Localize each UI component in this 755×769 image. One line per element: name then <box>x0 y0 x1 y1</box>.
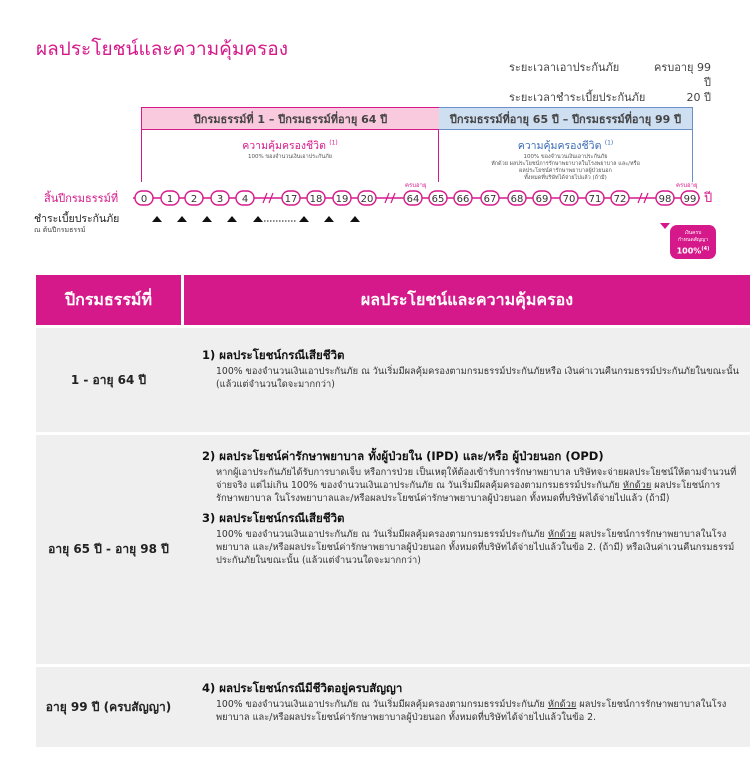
timeline-tick-label: 70 <box>562 194 576 205</box>
timeline-tick-label: 1 <box>166 194 174 205</box>
timeline-tick-label: 19 <box>335 194 349 205</box>
timeline-tick-label: 65 <box>431 194 445 205</box>
benefit-text-deduct: หักด้วย <box>547 699 577 710</box>
benefit-text-deduct: หักด้วย <box>547 529 577 540</box>
maturity-payout-badge <box>670 225 716 259</box>
benefit-item <box>202 511 740 567</box>
benefit-title: 2) ผลประโยชน์ค่ารักษาพยาบาล ทั้งผู้ป่วยใน (IPD) และ/หรือ ผู้ป่วยนอก (OPD) <box>202 449 604 463</box>
benefit-text-deduct: หักด้วย <box>622 480 652 491</box>
timeline-tick-label: 72 <box>613 194 627 205</box>
payment-marker-icon <box>152 216 162 222</box>
timeline-tick-label: 98 <box>658 194 672 205</box>
timeline-tick-label: 71 <box>588 194 602 205</box>
maturity-label-64: ครบอายุ <box>405 182 427 189</box>
benefit-text-a: 100% ของจำนวนเงินเอาประกันภัย ณ วันเริ่มมีผลคุ้มครองตามกรมธรรม์ประกันภัย <box>216 529 545 540</box>
premium-period-value: 20 ปี <box>686 91 711 104</box>
timeline-ticks <box>135 191 699 205</box>
badge-pct-value: 100% <box>676 246 702 256</box>
period2-coverage <box>439 130 693 182</box>
timeline-tick-label: 20 <box>360 194 374 205</box>
table-row <box>36 435 750 664</box>
badge-note-mark: (4) <box>701 246 710 252</box>
benefit-title: 3) ผลประโยชน์กรณีเสียชีวิต <box>202 511 345 525</box>
period2-desc-line: 100% ของจำนวนเงินเอาประกันภัย <box>523 154 608 160</box>
period2-title-text: ความคุ้มครองชีวิต <box>517 140 602 152</box>
coverage-period-label: ระยะเวลาเอาประกันภัย <box>509 61 620 74</box>
benefit-text-b: ผลประโยชน์การรักษาพยาบาลในโรงพยาบาล และ/หรือผลประโยชน์ค่ารักษาพยาบาลผู้ป่วยนอก ทั้งหมดที่บริษัทได้จ่ายไปแล้วในข้อ 2. (ถ้ามี) หรือเงินค่าเวนคืนกรมธรรม์ประกันภัยในขณะนั้น (แล้วแต่จำนวนใดจะมากกว่า) <box>216 529 735 566</box>
period1-coverage-title <box>142 137 438 154</box>
timeline-tick-label: 69 <box>535 194 549 205</box>
period2-desc-line: ทั้งหมดที่บริษัทได้จ่ายไปแล้ว (ถ้ามี) <box>524 175 607 181</box>
row-benefits <box>184 328 750 432</box>
timeline-tick-label: 67 <box>483 194 497 205</box>
row-benefits <box>184 667 750 747</box>
table-header <box>36 275 750 325</box>
benefit-item <box>202 681 740 724</box>
benefit-item <box>202 449 740 505</box>
payment-marker-icon <box>324 216 334 222</box>
axis-unit: ปี <box>704 191 713 206</box>
payment-sub-label: ณ ต้นปีกรมธรรม์ <box>34 226 86 234</box>
period2-desc-line: ผลประโยชน์ค่ารักษาพยาบาลผู้ป่วยนอก <box>519 168 612 174</box>
benefit-title: 4) ผลประโยชน์กรณีมีชีวิตอยู่ครบสัญญา <box>202 681 403 695</box>
timeline-tick-label: 99 <box>683 194 697 205</box>
timeline-tick-label: 18 <box>309 194 323 205</box>
benefit-text-b: ผลประโยชน์การรักษาพยาบาลในโรงพยาบาล และ/หรือผลประโยชน์ค่ารักษาพยาบาลผู้ป่วยนอก ทั้งหมดที่บริษัทได้จ่ายไปแล้วในข้อ 2. <box>216 699 727 723</box>
period1-title-text: ความคุ้มครองชีวิต <box>242 140 326 152</box>
payment-marker-icon <box>350 216 360 222</box>
benefit-text-b: ผลประโยชน์การรักษาพยาบาล ในโรงพยาบาลและ/หรือผลประโยชน์ค่ารักษาพยาบาลผู้ป่วยนอก ทั้งหมดที่บริษัทได้จ่ายไปแล้ว (ถ้ามี) <box>216 480 721 504</box>
period2-desc-line: หักด้วย ผลประโยชน์การรักษาพยาบาลในโรงพยาบาล และ/หรือ <box>491 161 640 167</box>
table-row <box>36 667 750 747</box>
table-row <box>36 328 750 432</box>
badge-line: กำหนดสัญญา <box>677 237 709 243</box>
header-policy-year: ปีกรมธรรม์ที่ <box>36 275 181 325</box>
benefit-text-a: หากผู้เอาประกันภัยได้รับการบาดเจ็บ หรือการป่วย เป็นเหตุให้ต้องเข้ารับการรักษาพยาบาล บริษัทจะจ่ายผลประโยชน์ให้ตามจำนวนที่จ่ายจริง แต่ไม่เกิน 100% ของจำนวนเงินเอาประกันภัย ณ วันเริ่มมีผลคุ้มครองตามกรมธรรม์ประกันภัย <box>216 467 737 491</box>
benefit-text <box>202 698 740 724</box>
badge-line: เงินครบ <box>684 230 702 236</box>
maturity-label-99: ครบอายุ <box>676 182 698 189</box>
row-period-line: (ครบสัญญา) <box>103 699 172 714</box>
benefit-text <box>202 528 740 567</box>
benefit-text: 100% ของจำนวนเงินเอาประกันภัย ณ วันเริ่มมีผลคุ้มครองตามกรมธรรม์ประกันภัยหรือ เงินค่าเวนคืนกรมธรรม์ประกันภัยในขณะนั้น (แล้วแต่จำนวนใดจะมากกว่า) <box>216 366 739 390</box>
row-benefits <box>184 435 750 664</box>
header-benefits: ผลประโยชน์และความคุ้มครอง <box>184 275 750 325</box>
badge-percent <box>670 246 716 255</box>
maturity-arrow-icon <box>660 223 670 229</box>
period2-header-bar: ปีกรมธรรม์ที่อายุ 65 ปี – ปีกรมธรรม์ที่อายุ 99 ปี <box>439 107 693 130</box>
period1-coverage <box>141 130 439 182</box>
benefit-title: 1) ผลประโยชน์กรณีเสียชีวิต <box>202 348 345 362</box>
period2-note-mark: (1) <box>604 139 614 147</box>
period2-coverage-title <box>439 137 692 154</box>
row-period: อายุ 65 ปี - อายุ 98 ปี <box>48 542 169 556</box>
timeline-tick-label: 17 <box>284 194 298 205</box>
timeline-tick-label: 64 <box>406 194 420 205</box>
timeline-tick-label: 4 <box>241 194 249 205</box>
payment-marker-icon <box>177 216 187 222</box>
premium-period-label: ระยะเวลาชำระเบี้ยประกันภัย <box>509 91 646 104</box>
row-period-line: อายุ 99 ปี <box>45 699 100 714</box>
page-title: ผลประโยชน์และความคุ้มครอง <box>36 38 288 60</box>
axis-label: สิ้นปีกรมธรรม์ที่ <box>44 192 119 205</box>
payment-marker-icon <box>202 216 212 222</box>
period1-note-mark: (1) <box>329 139 338 147</box>
period1-coverage-desc: 100% ของจำนวนเงินเอาประกันภัย <box>247 154 333 160</box>
timeline-tick-label: 3 <box>216 194 224 205</box>
payment-label: ชำระเบี้ยประกันภัย <box>34 213 120 225</box>
payment-marker-icon <box>253 216 263 222</box>
timeline-tick-label: 0 <box>140 194 148 205</box>
benefit-text-a: 100% ของจำนวนเงินเอาประกันภัย ณ วันเริ่มมีผลคุ้มครองตามกรมธรรม์ประกันภัย <box>216 699 545 710</box>
timeline-tick-label: 68 <box>510 194 524 205</box>
coverage-period-value: ครบอายุ 99 ปี <box>654 61 711 89</box>
period1-header-bar: ปีกรมธรรม์ที่ 1 – ปีกรมธรรม์ที่อายุ 64 ปี <box>141 107 439 130</box>
timeline-tick-label: 66 <box>456 194 470 205</box>
timeline-tick-label: 2 <box>190 194 198 205</box>
payment-marker-icon <box>227 216 237 222</box>
benefit-text <box>202 466 740 505</box>
row-period <box>36 667 181 747</box>
row-period: 1 - อายุ 64 ปี <box>70 372 147 387</box>
benefit-table <box>36 275 750 747</box>
policy-info <box>509 60 711 105</box>
payment-marker-icon <box>299 216 309 222</box>
payment-markers <box>152 216 360 222</box>
benefit-item <box>202 348 740 391</box>
